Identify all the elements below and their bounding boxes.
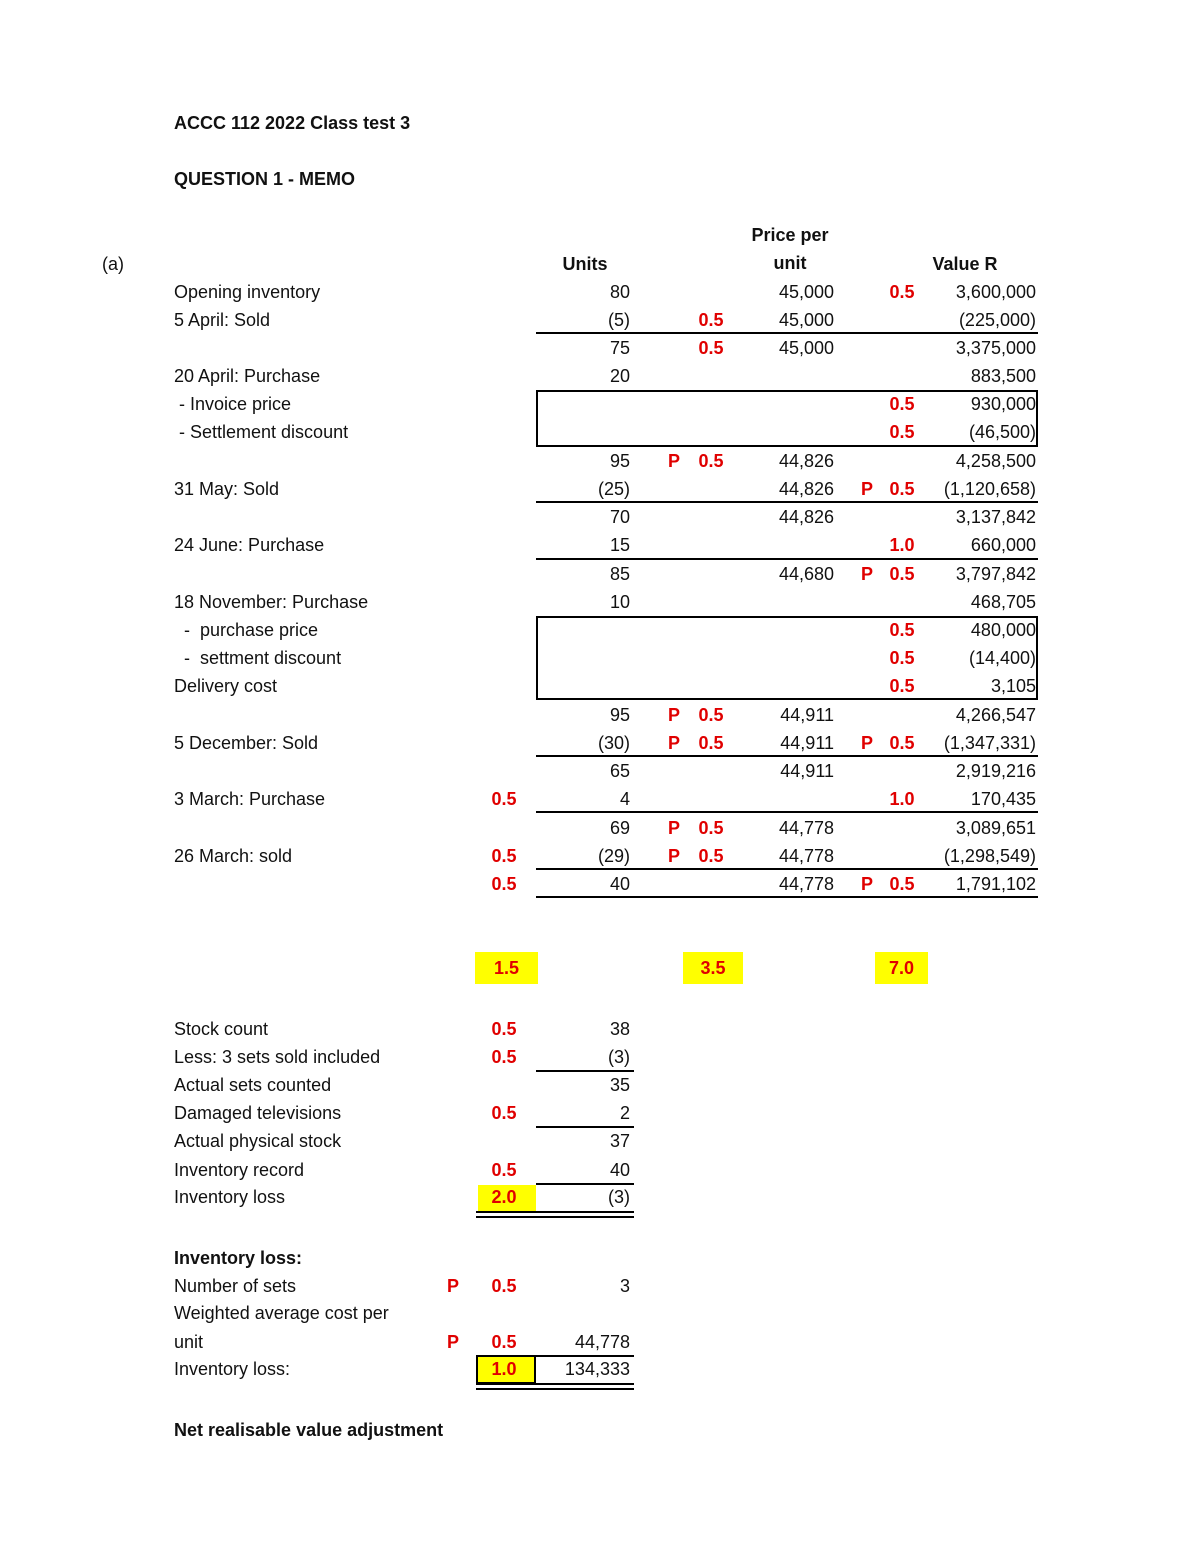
ledger-units: 95: [609, 451, 630, 471]
ledger-mark: 0.5: [889, 282, 915, 302]
stock-value: (3): [608, 1047, 630, 1067]
ledger-label: 5 December: Sold: [174, 733, 319, 753]
stock-mark: 0.5: [491, 1103, 517, 1123]
ledger-price: 44,680: [778, 564, 834, 584]
ledger-units: 85: [609, 564, 630, 584]
ledger-label: - Invoice price: [174, 394, 292, 414]
ledger-label: Opening inventory: [174, 282, 321, 302]
mark-box: [476, 1355, 536, 1384]
loss-label: Inventory loss:: [174, 1359, 291, 1379]
ledger-mark: 0.5: [889, 422, 915, 442]
loss-mark: 0.5: [491, 1332, 517, 1352]
loss-label: Weighted average cost per: [174, 1303, 389, 1323]
ledger-units: 65: [609, 761, 630, 781]
ledger-units: 10: [609, 592, 630, 612]
ledger-price: 45,000: [778, 338, 834, 358]
ledger-value: 4,266,547: [955, 705, 1036, 725]
rule: [536, 1126, 634, 1128]
rule: [536, 332, 1038, 334]
rule: [536, 1183, 634, 1185]
ledger-price: 44,911: [780, 705, 834, 725]
col-value-header: Value R: [932, 254, 998, 274]
rule: [536, 755, 1038, 757]
ledger-value: 930,000: [970, 394, 1036, 414]
col-price-header-2: unit: [773, 253, 807, 273]
stock-value: 35: [609, 1075, 630, 1095]
stock-value: (3): [608, 1187, 630, 1207]
ledger-mark: 0.5: [698, 818, 724, 838]
ledger-mark: 0.5: [889, 394, 915, 414]
ledger-mark: 0.5: [889, 648, 915, 668]
document-title: ACCC 112 2022 Class test 3: [174, 113, 411, 133]
ledger-price: 44,911: [780, 761, 834, 781]
ledger-mark: 0.5: [698, 338, 724, 358]
ledger-value: (1,347,331): [943, 733, 1036, 753]
stock-label: Less: 3 sets sold included: [174, 1047, 381, 1067]
ledger-value: (1,298,549): [943, 846, 1036, 866]
rule: [536, 896, 1038, 898]
rule: [536, 501, 1038, 503]
ledger-mark: 0.5: [889, 874, 915, 894]
ledger-p-mark: P: [667, 818, 680, 838]
stock-mark: 2.0: [491, 1187, 517, 1207]
ledger-mark: 0.5: [491, 874, 517, 894]
ledger-price: 44,778: [778, 846, 834, 866]
ledger-value: 3,797,842: [955, 564, 1036, 584]
ledger-value: 170,435: [970, 789, 1036, 809]
col-price-header-1: Price per: [751, 225, 829, 245]
ledger-units: 69: [609, 818, 630, 838]
ledger-value: (46,500): [968, 422, 1036, 442]
rule: [476, 1383, 634, 1385]
ledger-mark: 0.5: [889, 479, 915, 499]
loss-heading: Inventory loss:: [174, 1248, 303, 1268]
rule: [536, 868, 1038, 870]
ledger-label: 31 May: Sold: [174, 479, 280, 499]
ledger-units: 20: [609, 366, 630, 386]
ledger-units: 95: [609, 705, 630, 725]
ledger-mark: 0.5: [889, 676, 915, 696]
loss-value: 44,778: [574, 1332, 630, 1352]
stock-mark: 0.5: [491, 1047, 517, 1067]
ledger-value: 883,500: [970, 366, 1036, 386]
ledger-label: 26 March: sold: [174, 846, 293, 866]
ledger-value: 660,000: [970, 535, 1036, 555]
stock-label: Stock count: [174, 1019, 269, 1039]
ledger-label: 3 March: Purchase: [174, 789, 326, 809]
ledger-price: 44,911: [780, 733, 834, 753]
ledger-p-mark: P: [667, 733, 680, 753]
part-label: (a): [102, 254, 124, 274]
stock-label: Damaged televisions: [174, 1103, 342, 1123]
ledger-mark: 0.5: [889, 733, 915, 753]
ledger-mark: 0.5: [889, 620, 915, 640]
stock-value: 37: [609, 1131, 630, 1151]
stock-label: Actual sets counted: [174, 1075, 332, 1095]
ledger-p-mark: P: [667, 705, 680, 725]
rule: [476, 1216, 634, 1218]
ledger-mark: 1.0: [889, 789, 915, 809]
ledger-p-mark: P: [860, 479, 873, 499]
ledger-p-mark: P: [860, 564, 873, 584]
loss-value: 3: [619, 1276, 630, 1296]
ledger-label: 18 November: Purchase: [174, 592, 369, 612]
ledger-value: 468,705: [970, 592, 1036, 612]
ledger-p-mark: P: [667, 846, 680, 866]
ledger-label: 5 April: Sold: [174, 310, 271, 330]
ledger-value: 2,919,216: [955, 761, 1036, 781]
question-heading: QUESTION 1 - MEMO: [174, 169, 356, 189]
loss-label: unit: [174, 1332, 204, 1352]
ledger-value: 3,375,000: [955, 338, 1036, 358]
ledger-units: 4: [619, 789, 630, 809]
ledger-price: 44,826: [778, 479, 834, 499]
ledger-mark: 0.5: [698, 310, 724, 330]
ledger-price: 44,778: [778, 874, 834, 894]
loss-label: Number of sets: [174, 1276, 297, 1296]
total-marks-3: 7.0: [888, 958, 915, 978]
ledger-mark: 0.5: [889, 564, 915, 584]
ledger-label: - settment discount: [174, 648, 342, 668]
ledger-value: 480,000: [970, 620, 1036, 640]
ledger-p-mark: P: [667, 451, 680, 471]
ledger-value: 3,089,651: [955, 818, 1036, 838]
stock-label: Actual physical stock: [174, 1131, 342, 1151]
stock-mark: 0.5: [491, 1019, 517, 1039]
ledger-value: 3,105: [990, 676, 1036, 696]
ledger-price: 45,000: [778, 310, 834, 330]
ledger-value: 4,258,500: [955, 451, 1036, 471]
stock-value: 40: [609, 1160, 630, 1180]
ledger-units: 40: [609, 874, 630, 894]
stock-label: Inventory loss: [174, 1187, 286, 1207]
col-units-header: Units: [562, 254, 608, 274]
ledger-units: 75: [609, 338, 630, 358]
ledger-label: Delivery cost: [174, 676, 278, 696]
loss-p-mark: P: [446, 1276, 459, 1296]
nrv-heading: Net realisable value adjustment: [174, 1420, 444, 1440]
ledger-units: 80: [609, 282, 630, 302]
ledger-mark: 0.5: [698, 451, 724, 471]
ledger-p-mark: P: [860, 733, 873, 753]
stock-mark: 0.5: [491, 1160, 517, 1180]
ledger-units: (5): [608, 310, 630, 330]
stock-value: 38: [609, 1019, 630, 1039]
total-marks-1: 1.5: [493, 958, 520, 978]
rule: [476, 1211, 634, 1213]
rule: [476, 1388, 634, 1390]
ledger-mark: 0.5: [698, 733, 724, 753]
loss-p-mark: P: [446, 1332, 459, 1352]
ledger-value: 3,137,842: [955, 507, 1036, 527]
ledger-mark: 0.5: [491, 846, 517, 866]
ledger-label: 20 April: Purchase: [174, 366, 321, 386]
ledger-value: (225,000): [958, 310, 1036, 330]
loss-mark: 1.0: [491, 1359, 517, 1379]
ledger-value: (1,120,658): [943, 479, 1036, 499]
ledger-mark: 1.0: [889, 535, 915, 555]
stock-label: Inventory record: [174, 1160, 305, 1180]
ledger-price: 44,826: [778, 451, 834, 471]
ledger-units: (25): [597, 479, 630, 499]
loss-mark: 0.5: [491, 1276, 517, 1296]
loss-value: 134,333: [564, 1359, 630, 1379]
ledger-value: 1,791,102: [955, 874, 1036, 894]
rule: [536, 811, 1038, 813]
rule: [536, 558, 1038, 560]
ledger-mark: 0.5: [698, 846, 724, 866]
ledger-p-mark: P: [860, 874, 873, 894]
ledger-label: - purchase price: [174, 620, 319, 640]
ledger-units: 70: [609, 507, 630, 527]
ledger-mark: 0.5: [491, 789, 517, 809]
ledger-mark: 0.5: [698, 705, 724, 725]
ledger-value: 3,600,000: [955, 282, 1036, 302]
ledger-price: 45,000: [778, 282, 834, 302]
rule: [536, 1070, 634, 1072]
ledger-units: 15: [609, 535, 630, 555]
ledger-label: 24 June: Purchase: [174, 535, 325, 555]
ledger-price: 44,826: [778, 507, 834, 527]
ledger-units: (29): [597, 846, 630, 866]
ledger-label: - Settlement discount: [174, 422, 349, 442]
ledger-price: 44,778: [778, 818, 834, 838]
stock-value: 2: [619, 1103, 630, 1123]
ledger-units: (30): [597, 733, 630, 753]
ledger-value: (14,400): [968, 648, 1036, 668]
total-marks-2: 3.5: [700, 958, 726, 978]
